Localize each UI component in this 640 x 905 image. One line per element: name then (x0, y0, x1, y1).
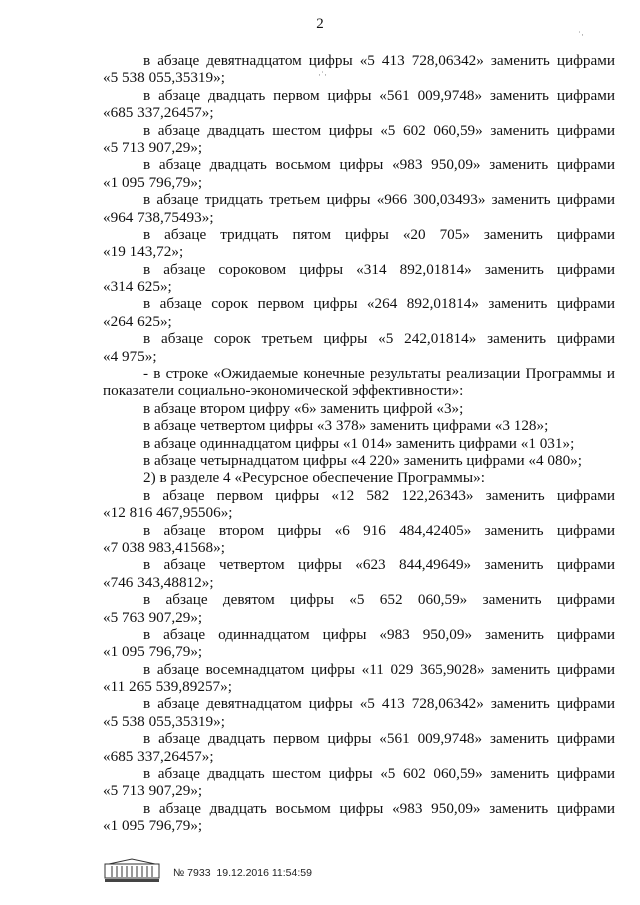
text-line: «12 816 467,95506»; (103, 504, 233, 522)
document-number: № 7933 (173, 867, 211, 879)
text-line: в абзаце двадцать первом цифры «561 009,9748» заменить цифрами (143, 86, 615, 104)
text-line: в абзаце девятнадцатом цифры «5 413 728,06342» заменить цифрами (143, 52, 615, 69)
text-line: в абзаце втором цифру «6» заменить цифрой «3»; (143, 399, 464, 417)
text-line: «1 095 796,79»; (103, 643, 203, 661)
text-line: - в строке «Ожидаемые конечные результаты реализации Программы и (143, 365, 615, 383)
text-line: «314 625»; (103, 278, 172, 296)
text-line: в абзаце двадцать восьмом цифры «983 950,09» заменить цифрами (143, 156, 615, 174)
text-line: «746 343,48812»; (103, 573, 214, 591)
text-line: в абзаце двадцать шестом цифры «5 602 060,59» заменить цифрами (143, 121, 615, 139)
text-line: «1 095 796,79»; (103, 817, 203, 835)
text-line: «1 095 796,79»; (103, 173, 203, 191)
text-line: в абзаце сорок первом цифры «264 892,01814» заменить цифрами (143, 295, 615, 313)
text-line: в абзаце одиннадцатом цифры «1 014» заменить цифрами «1 031»; (143, 434, 575, 452)
text-line: в абзаце четырнадцатом цифры «4 220» заменить цифрами «4 080»; (143, 451, 582, 469)
building-logo-icon (103, 858, 161, 884)
text-line: «5 763 907,29»; (103, 608, 203, 626)
text-line: в абзаце восемнадцатом цифры «11 029 365,9028» заменить цифрами (143, 660, 615, 678)
document-body (103, 52, 615, 835)
text-line: в абзаце девятом цифры «5 652 060,59» заменить цифрами (143, 591, 615, 609)
text-line: «19 143,72»; (103, 243, 184, 261)
text-line: в абзаце двадцать первом цифры «561 009,9748» заменить цифрами (143, 730, 615, 748)
text-line: в абзаце сорок третьем цифры «5 242,01814» заменить цифрами (143, 330, 615, 348)
registration-stamp (173, 867, 312, 879)
text-line: 2) в разделе 4 «Ресурсное обеспечение Программы»: (143, 469, 485, 487)
text-line: «264 625»; (103, 312, 172, 330)
text-line: в абзаце сороковом цифры «314 892,01814» заменить цифрами (143, 260, 615, 278)
text-line: «964 738,75493»; (103, 208, 214, 226)
text-line: в абзаце втором цифры «6 916 484,42405» заменить цифрами (143, 521, 615, 539)
text-line: «5 713 907,29»; (103, 782, 203, 800)
text-line: в абзаце двадцать восьмом цифры «983 950,09» заменить цифрами (143, 799, 615, 817)
document-footer (103, 858, 615, 886)
text-line: «11 265 539,89257»; (103, 678, 232, 696)
text-line: в абзаце тридцать третьем цифры «966 300,03493» заменить цифрами (143, 191, 615, 209)
text-line: «685 337,26457»; (103, 104, 214, 122)
text-line: в абзаце четвертом цифры «3 378» заменить цифрами «3 128»; (143, 417, 549, 435)
text-line: «685 337,26457»; (103, 747, 214, 765)
text-line: в абзаце первом цифры «12 582 122,26343» заменить цифрами (143, 486, 615, 504)
text-line: в абзаце двадцать шестом цифры «5 602 060,59» заменить цифрами (143, 765, 615, 783)
registration-timestamp: 19.12.2016 11:54:59 (216, 867, 312, 879)
text-line: в абзаце девятнадцатом цифры «5 413 728,06342» заменить цифрами (143, 695, 615, 713)
scan-speck: ·˙· (318, 70, 327, 80)
text-line: «7 038 983,41568»; (103, 538, 225, 556)
text-line: «5 713 907,29»; (103, 138, 203, 156)
scan-speck: ˙· (578, 30, 584, 40)
page-number: 2 (316, 16, 324, 32)
text-line: в абзаце четвертом цифры «623 844,49649» заменить цифрами (143, 556, 615, 574)
text-line: «5 538 055,35319»; (103, 712, 225, 730)
text-line: «4 975»; (103, 347, 157, 365)
text-line: в абзаце тридцать пятом цифры «20 705» заменить цифрами (143, 225, 615, 243)
text-line: показатели социально-экономической эффективности»: (103, 382, 464, 400)
text-line: в абзаце одиннадцатом цифры «983 950,09» заменить цифрами (143, 625, 615, 643)
text-line: «5 538 055,35319»; (103, 69, 225, 87)
